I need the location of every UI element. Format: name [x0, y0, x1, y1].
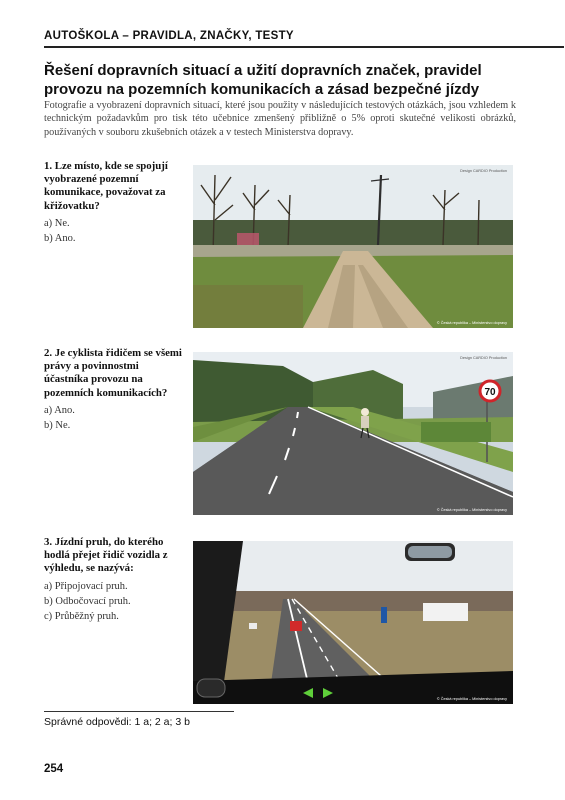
question-2-photo-credit-bottom: © Česká republika – Ministerstvo dopravy — [436, 508, 507, 512]
question-2 — [44, 347, 184, 433]
question-1 — [44, 160, 184, 246]
question-3-option-a[interactable]: a) Připojovací pruh. — [44, 580, 128, 592]
section-intro: Fotografie a vyobrazení dopravních situací, které jsou použity v následujících testových otázkách, jsou vzhledem k technickým požadavkům pro tisk této učebnice zmenšený přibližně o 5% oproti skutečné velikosti obrázků, používaných v souboru zkušebních otázek a v testech Ministerstva dopravy. — [44, 100, 516, 138]
page-number: 254 — [44, 763, 64, 775]
answers-rule — [44, 711, 234, 712]
question-2-option-a[interactable]: a) Ano. — [44, 404, 75, 416]
correct-answers: Správné odpovědi: 1 a; 2 a; 3 b — [44, 716, 190, 728]
header-rule — [44, 46, 564, 48]
question-2-photo-credit-top: Design CARDIO Production — [460, 356, 507, 360]
question-3-photo — [193, 541, 513, 704]
question-3-option-c[interactable]: c) Průběžný pruh. — [44, 610, 119, 622]
speed-limit-sign-text: 70 — [484, 387, 496, 398]
question-3-option-b[interactable]: b) Odbočovací pruh. — [44, 595, 131, 607]
question-2-option-b[interactable]: b) Ne. — [44, 419, 71, 431]
question-1-photo-credit-top: Design CARDIO Production — [460, 169, 507, 173]
question-1-photo-credit-bottom: © Česká republika – Ministerstvo dopravy — [436, 321, 507, 325]
question-1-text: 1. Lze místo, kde se spojují vyobrazené pozemní komunikace, považovat za křižovatku? — [44, 160, 168, 212]
question-3-text: 3. Jízdní pruh, do kterého hodlá přejet řidič vozidla z výhledu, se nazývá: — [44, 536, 168, 575]
question-2-photo — [193, 352, 513, 515]
section-title: Řešení dopravních situací a užití dopravních značek, pravidel provozu na pozemních komunikacích a zásad bezpečné jízdy — [44, 62, 482, 98]
question-1-option-a[interactable]: a) Ne. — [44, 217, 70, 229]
question-1-photo — [193, 165, 513, 328]
running-header: AUTOŠKOLA – PRAVIDLA, ZNAČKY, TESTY — [44, 30, 294, 42]
question-3-photo-credit-bottom: © Česká republika – Ministerstvo dopravy — [436, 697, 507, 701]
question-2-text: 2. Je cyklista řidičem se všemi právy a povinnostmi účastníka provozu na pozemních komunikacích? — [44, 347, 182, 399]
question-3 — [44, 536, 184, 624]
question-1-option-b[interactable]: b) Ano. — [44, 232, 76, 244]
